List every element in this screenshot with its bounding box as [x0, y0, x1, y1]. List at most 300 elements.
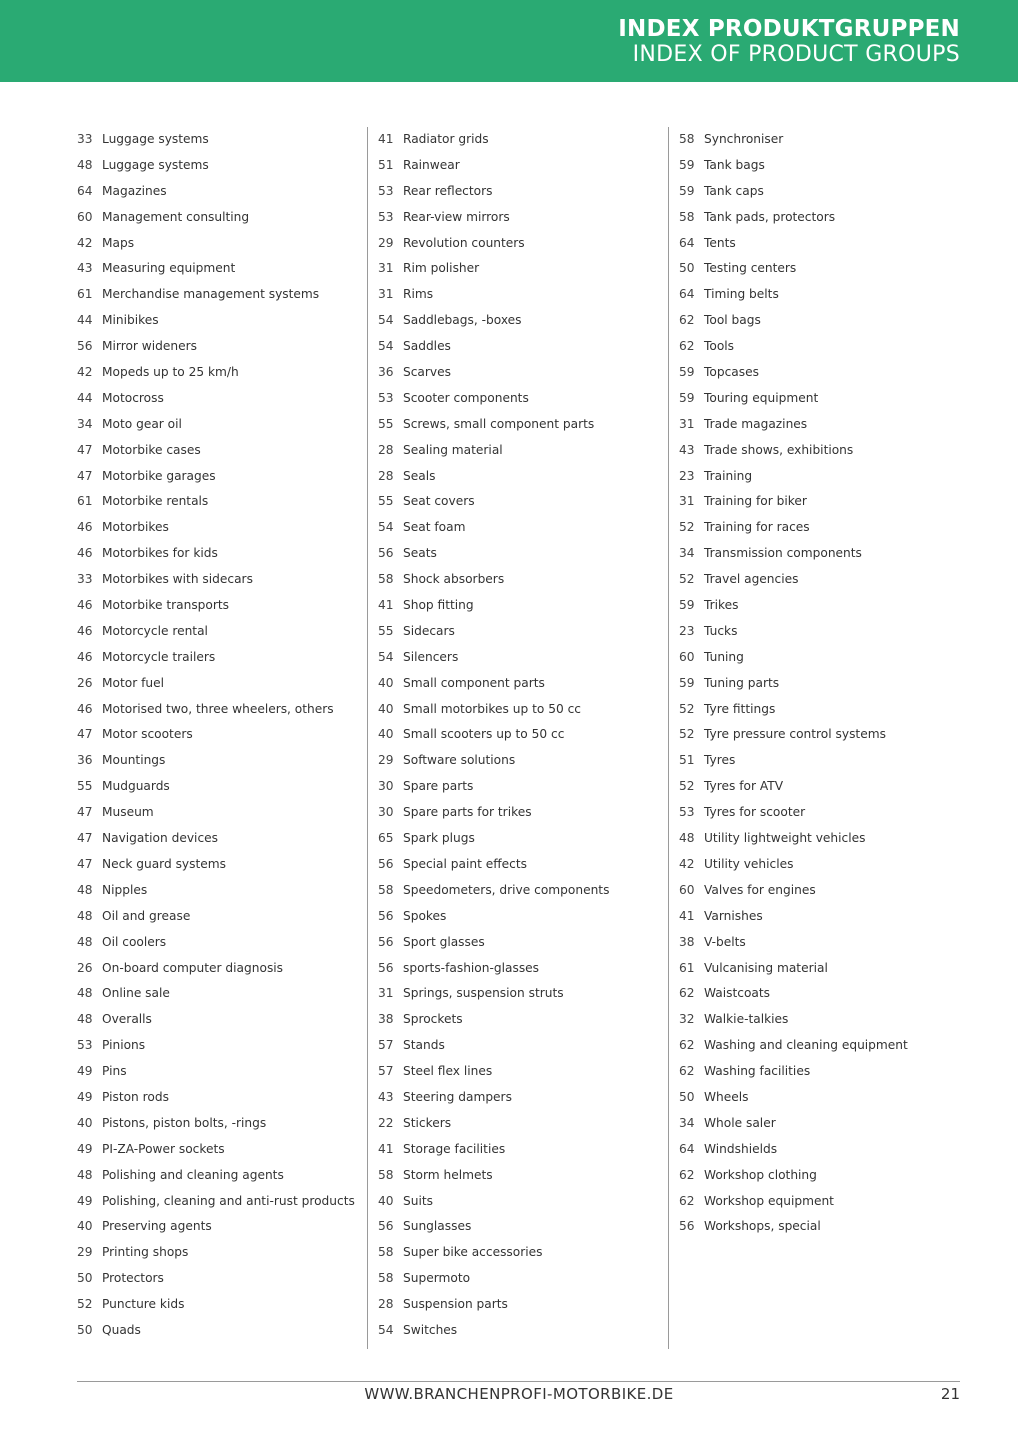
entry-page-number: 54 — [378, 339, 394, 354]
entry-label: Small component parts — [403, 675, 545, 690]
entry-label: Luggage systems — [102, 157, 209, 172]
index-entry — [378, 878, 668, 904]
index-entry — [378, 981, 668, 1007]
entry-label: Spare parts — [403, 779, 474, 794]
index-entry — [679, 697, 969, 723]
entry-page-number: 56 — [378, 934, 394, 949]
index-entry — [77, 515, 367, 541]
index-entry — [378, 930, 668, 956]
entry-label: Revolution counters — [403, 235, 525, 250]
index-entry — [378, 593, 668, 619]
entry-page-number: 41 — [378, 132, 394, 146]
index-entry — [77, 645, 367, 671]
entry-page-number: 28 — [378, 468, 394, 483]
index-entry — [77, 1007, 367, 1033]
entry-label: Motorbikes with sidecars — [102, 572, 253, 587]
index-entry — [77, 930, 367, 956]
entry-page-number: 50 — [679, 261, 695, 276]
header-title-en: INDEX OF PRODUCT GROUPS — [632, 42, 960, 67]
entry-page-number: 26 — [77, 675, 93, 690]
entry-page-number: 58 — [378, 1167, 394, 1182]
entry-label: Spark plugs — [403, 831, 475, 846]
entry-label: Tyre fittings — [704, 701, 776, 716]
entry-label: Switches — [403, 1322, 458, 1337]
index-entry — [679, 1163, 969, 1189]
entry-page-number: 49 — [77, 1089, 93, 1104]
index-entry — [77, 541, 367, 567]
index-entry — [77, 722, 367, 748]
entry-page-number: 56 — [378, 1219, 394, 1234]
index-entry — [77, 878, 367, 904]
entry-label: Tool bags — [704, 313, 761, 328]
entry-label: Tyres for ATV — [704, 779, 784, 794]
entry-page-number: 52 — [679, 701, 695, 716]
index-entry — [679, 386, 969, 412]
index-entry — [378, 360, 668, 386]
entry-label: Polishing, cleaning and anti-rust products — [102, 1193, 355, 1208]
entry-page-number: 61 — [679, 960, 695, 975]
entry-page-number: 41 — [378, 1141, 394, 1156]
entry-page-number: 34 — [77, 416, 93, 431]
index-entry — [679, 1007, 969, 1033]
entry-page-number: 33 — [77, 132, 93, 146]
index-entry — [378, 256, 668, 282]
entry-label: Rims — [403, 287, 434, 302]
entry-label: Mountings — [102, 753, 166, 768]
entry-label: Wheels — [704, 1089, 749, 1104]
entry-page-number: 54 — [378, 1322, 394, 1337]
index-entry — [679, 541, 969, 567]
index-entry — [679, 1059, 969, 1085]
entry-page-number: 49 — [77, 1193, 93, 1208]
entry-page-number: 62 — [679, 313, 695, 328]
entry-label: Printing shops — [102, 1245, 189, 1260]
entry-page-number: 58 — [378, 572, 394, 587]
index-entry — [378, 1318, 668, 1344]
entry-label: Steel flex lines — [403, 1064, 493, 1079]
index-entry — [679, 593, 969, 619]
entry-label: Topcases — [704, 365, 759, 380]
index-entry — [77, 308, 367, 334]
entry-label: Mirror wideners — [102, 339, 197, 354]
entry-label: Small scooters up to 50 cc — [403, 727, 565, 742]
entry-page-number: 48 — [77, 934, 93, 949]
entry-label: Scooter components — [403, 390, 529, 405]
index-entry — [77, 567, 367, 593]
entry-page-number: 62 — [679, 986, 695, 1001]
index-entry — [679, 567, 969, 593]
entry-label: Puncture kids — [102, 1297, 185, 1312]
index-entry — [77, 1266, 367, 1292]
index-entry — [378, 179, 668, 205]
entry-label: Workshops, special — [704, 1219, 821, 1234]
index-entry — [679, 619, 969, 645]
index-entry — [378, 956, 668, 982]
entry-label: Rim polisher — [403, 261, 480, 276]
entry-page-number: 64 — [679, 235, 695, 250]
entry-label: Piston rods — [102, 1089, 169, 1104]
entry-page-number: 50 — [77, 1271, 93, 1286]
index-entry — [378, 1007, 668, 1033]
entry-label: Motorised two, three wheelers, others — [102, 701, 334, 716]
entry-page-number: 52 — [679, 727, 695, 742]
entry-label: Moto gear oil — [102, 416, 182, 431]
entry-page-number: 47 — [77, 468, 93, 483]
entry-page-number: 42 — [77, 235, 93, 250]
index-entry — [378, 1266, 668, 1292]
index-entry — [679, 748, 969, 774]
index-entry — [679, 334, 969, 360]
index-entry — [378, 671, 668, 697]
entry-page-number: 47 — [77, 727, 93, 742]
entry-page-number: 33 — [77, 572, 93, 587]
index-entry — [77, 360, 367, 386]
index-entry — [679, 153, 969, 179]
entry-label: Motorbike cases — [102, 442, 201, 457]
entry-page-number: 52 — [679, 572, 695, 587]
index-entry — [378, 1033, 668, 1059]
entry-label: Quads — [102, 1322, 141, 1337]
index-entry — [378, 800, 668, 826]
entry-label: Supermoto — [403, 1271, 471, 1286]
index-entry — [378, 1137, 668, 1163]
index-entry — [77, 386, 367, 412]
entry-page-number: 46 — [77, 520, 93, 535]
index-entry — [77, 748, 367, 774]
entry-page-number: 51 — [378, 157, 394, 172]
index-entry — [679, 1033, 969, 1059]
entry-label: Maps — [102, 235, 135, 250]
entry-label: Utility lightweight vehicles — [704, 831, 866, 846]
entry-page-number: 36 — [378, 365, 394, 380]
index-entry — [77, 1240, 367, 1266]
entry-page-number: 34 — [679, 1115, 695, 1130]
index-entry — [77, 593, 367, 619]
entry-label: Tyres for scooter — [704, 805, 806, 820]
entry-label: Special paint effects — [403, 856, 527, 871]
footer-divider — [77, 1381, 960, 1382]
entry-label: Polishing and cleaning agents — [102, 1167, 284, 1182]
entry-page-number: 62 — [679, 339, 695, 354]
index-entry — [77, 464, 367, 490]
index-entry — [679, 127, 969, 153]
entry-page-number: 57 — [378, 1038, 394, 1053]
entry-page-number: 53 — [378, 209, 394, 224]
index-entry — [77, 619, 367, 645]
entry-label: Washing facilities — [704, 1064, 811, 1079]
entry-label: Minibikes — [102, 313, 159, 328]
index-entry — [77, 697, 367, 723]
index-entry — [77, 800, 367, 826]
entry-label: Tank caps — [704, 183, 764, 198]
entry-page-number: 29 — [378, 235, 394, 250]
index-entry — [378, 826, 668, 852]
index-entry — [679, 722, 969, 748]
entry-page-number: 52 — [679, 779, 695, 794]
entry-label: Windshields — [704, 1141, 778, 1156]
entry-label: Tuning — [704, 649, 744, 664]
index-entry — [378, 697, 668, 723]
entry-page-number: 64 — [679, 1141, 695, 1156]
entry-page-number: 59 — [679, 598, 695, 613]
entry-page-number: 54 — [378, 520, 394, 535]
index-entry — [679, 645, 969, 671]
entry-page-number: 62 — [679, 1064, 695, 1079]
page-header — [0, 0, 1018, 82]
entry-label: Sealing material — [403, 442, 503, 457]
entry-label: Shop fitting — [403, 598, 474, 613]
entry-page-number: 43 — [77, 261, 93, 276]
entry-label: Washing and cleaning equipment — [704, 1038, 908, 1053]
entry-page-number: 29 — [77, 1245, 93, 1260]
entry-page-number: 48 — [77, 1167, 93, 1182]
entry-label: Walkie-talkies — [704, 1012, 789, 1027]
entry-page-number: 43 — [679, 442, 695, 457]
index-entry — [679, 256, 969, 282]
entry-label: Tank bags — [704, 157, 765, 172]
index-entry — [378, 205, 668, 231]
index-entry — [679, 1137, 969, 1163]
index-entry — [378, 282, 668, 308]
entry-page-number: 44 — [77, 390, 93, 405]
entry-page-number: 30 — [378, 805, 394, 820]
entry-label: Motorbike rentals — [102, 494, 209, 509]
index-entry — [378, 438, 668, 464]
index-entry — [77, 334, 367, 360]
entry-page-number: 41 — [679, 908, 695, 923]
entry-page-number: 40 — [77, 1115, 93, 1130]
entry-page-number: 40 — [378, 727, 394, 742]
entry-page-number: 53 — [378, 390, 394, 405]
entry-label: Whole saler — [704, 1115, 776, 1130]
index-entry — [77, 438, 367, 464]
entry-page-number: 58 — [378, 1245, 394, 1260]
entry-page-number: 31 — [378, 261, 394, 276]
index-entry — [378, 308, 668, 334]
index-entry — [679, 308, 969, 334]
entry-label: Tyre pressure control systems — [704, 727, 886, 742]
entry-label: Testing centers — [704, 261, 797, 276]
entry-label: Silencers — [403, 649, 459, 664]
entry-label: Management consulting — [102, 209, 250, 224]
entry-page-number: 64 — [679, 287, 695, 302]
entry-page-number: 53 — [378, 183, 394, 198]
entry-label: Sidecars — [403, 623, 455, 638]
entry-page-number: 65 — [378, 831, 394, 846]
entry-page-number: 48 — [77, 986, 93, 1001]
index-entry — [378, 619, 668, 645]
index-entry — [77, 1059, 367, 1085]
entry-label: Saddles — [403, 339, 451, 354]
entry-page-number: 59 — [679, 390, 695, 405]
entry-label: Saddlebags, -boxes — [403, 313, 522, 328]
entry-page-number: 46 — [77, 546, 93, 561]
entry-label: Radiator grids — [403, 132, 489, 146]
entry-page-number: 40 — [378, 675, 394, 690]
entry-page-number: 62 — [679, 1038, 695, 1053]
entry-label: Motorcycle rental — [102, 623, 208, 638]
index-column-3 — [679, 127, 969, 1349]
entry-page-number: 46 — [77, 623, 93, 638]
entry-label: Waistcoats — [704, 986, 771, 1001]
index-entry — [679, 464, 969, 490]
entry-label: Tank pads, protectors — [704, 209, 836, 224]
entry-label: Steering dampers — [403, 1089, 512, 1104]
entry-page-number: 46 — [77, 701, 93, 716]
index-entry — [679, 1214, 969, 1240]
entry-label: Motorbikes for kids — [102, 546, 218, 561]
entry-page-number: 50 — [679, 1089, 695, 1104]
index-entry — [77, 153, 367, 179]
entry-page-number: 56 — [378, 546, 394, 561]
entry-page-number: 64 — [77, 183, 93, 198]
entry-label: Training for races — [704, 520, 810, 535]
index-entry — [378, 722, 668, 748]
entry-label: sports-fashion-glasses — [403, 960, 540, 975]
entry-label: Tucks — [704, 623, 738, 638]
index-entry — [77, 179, 367, 205]
index-entry — [77, 1214, 367, 1240]
entry-label: Motorbike transports — [102, 598, 229, 613]
entry-page-number: 42 — [679, 856, 695, 871]
entry-label: Seals — [403, 468, 436, 483]
index-entry — [378, 567, 668, 593]
entry-label: Trikes — [704, 598, 739, 613]
entry-page-number: 23 — [679, 468, 695, 483]
entry-label: Suspension parts — [403, 1297, 508, 1312]
index-entry — [378, 774, 668, 800]
index-entry — [679, 826, 969, 852]
index-entry — [77, 412, 367, 438]
entry-page-number: 58 — [378, 882, 394, 897]
entry-page-number: 49 — [77, 1064, 93, 1079]
index-entry — [77, 1085, 367, 1111]
entry-page-number: 40 — [378, 701, 394, 716]
index-entry — [77, 205, 367, 231]
entry-label: Pistons, piston bolts, -rings — [102, 1115, 267, 1130]
entry-page-number: 55 — [378, 494, 394, 509]
entry-page-number: 47 — [77, 856, 93, 871]
index-entry — [77, 826, 367, 852]
index-column-1 — [77, 127, 368, 1349]
index-entry — [378, 645, 668, 671]
entry-page-number: 56 — [77, 339, 93, 354]
entry-page-number: 60 — [77, 209, 93, 224]
entry-page-number: 54 — [378, 649, 394, 664]
entry-page-number: 52 — [77, 1297, 93, 1312]
index-entry — [378, 412, 668, 438]
entry-label: Rear reflectors — [403, 183, 493, 198]
entry-page-number: 56 — [679, 1219, 695, 1234]
entry-label: Scarves — [403, 365, 451, 380]
index-entry — [679, 930, 969, 956]
entry-page-number: 47 — [77, 442, 93, 457]
entry-page-number: 60 — [679, 649, 695, 664]
index-entry — [77, 1292, 367, 1318]
entry-label: Seats — [403, 546, 437, 561]
entry-page-number: 59 — [679, 675, 695, 690]
page-number: 21 — [940, 1385, 960, 1403]
footer-url[interactable]: WWW.BRANCHENPROFI-MOTORBIKE.DE — [364, 1385, 674, 1403]
entry-label: Motocross — [102, 390, 164, 405]
entry-label: Storm helmets — [403, 1167, 493, 1182]
entry-page-number: 41 — [378, 598, 394, 613]
entry-label: Timing belts — [704, 287, 779, 302]
entry-label: Oil and grease — [102, 908, 191, 923]
entry-page-number: 26 — [77, 960, 93, 975]
entry-label: Motorbikes — [102, 520, 169, 535]
index-entry — [77, 489, 367, 515]
entry-page-number: 57 — [378, 1064, 394, 1079]
entry-label: Trade magazines — [704, 416, 808, 431]
entry-page-number: 58 — [378, 1271, 394, 1286]
index-entry — [679, 515, 969, 541]
entry-page-number: 31 — [679, 416, 695, 431]
entry-page-number: 48 — [77, 882, 93, 897]
entry-page-number: 48 — [679, 831, 695, 846]
entry-page-number: 61 — [77, 287, 93, 302]
entry-label: Nipples — [102, 882, 148, 897]
entry-page-number: 51 — [679, 753, 695, 768]
index-entry — [679, 205, 969, 231]
entry-page-number: 59 — [679, 365, 695, 380]
entry-label: Luggage systems — [102, 132, 209, 146]
entry-label: Stickers — [403, 1115, 452, 1130]
index-entry — [378, 1189, 668, 1215]
index-entry — [679, 179, 969, 205]
entry-label: Tuning parts — [704, 675, 780, 690]
entry-page-number: 58 — [679, 209, 695, 224]
entry-label: Training for biker — [704, 494, 807, 509]
index-entry — [679, 231, 969, 257]
index-entry — [378, 748, 668, 774]
entry-label: Rear-view mirrors — [403, 209, 510, 224]
index-entry — [77, 774, 367, 800]
entry-label: Varnishes — [704, 908, 763, 923]
entry-page-number: 60 — [679, 882, 695, 897]
entry-label: Suits — [403, 1193, 433, 1208]
index-entry — [77, 282, 367, 308]
entry-page-number: 50 — [77, 1322, 93, 1337]
entry-label: Seat covers — [403, 494, 475, 509]
entry-page-number: 55 — [378, 623, 394, 638]
entry-label: Tyres — [704, 753, 736, 768]
entry-label: Motorcycle trailers — [102, 649, 216, 664]
entry-label: Trade shows, exhibitions — [704, 442, 854, 457]
entry-label: Pins — [102, 1064, 127, 1079]
index-entry — [378, 231, 668, 257]
entry-page-number: 38 — [378, 1012, 394, 1027]
entry-page-number: 56 — [378, 908, 394, 923]
entry-label: Navigation devices — [102, 831, 218, 846]
entry-page-number: 47 — [77, 831, 93, 846]
index-entry — [77, 1137, 367, 1163]
entry-page-number: 31 — [679, 494, 695, 509]
index-entry — [77, 256, 367, 282]
entry-label: V-belts — [704, 934, 746, 949]
entry-page-number: 28 — [378, 1297, 394, 1312]
entry-label: Springs, suspension struts — [403, 986, 564, 1001]
entry-label: Vulcanising material — [704, 960, 828, 975]
index-entry — [679, 360, 969, 386]
index-entry — [77, 1318, 367, 1344]
index-entry — [77, 852, 367, 878]
index-entry — [679, 800, 969, 826]
entry-label: Tents — [704, 235, 736, 250]
index-entry — [378, 464, 668, 490]
index-entry — [378, 1240, 668, 1266]
entry-label: Storage facilities — [403, 1141, 506, 1156]
